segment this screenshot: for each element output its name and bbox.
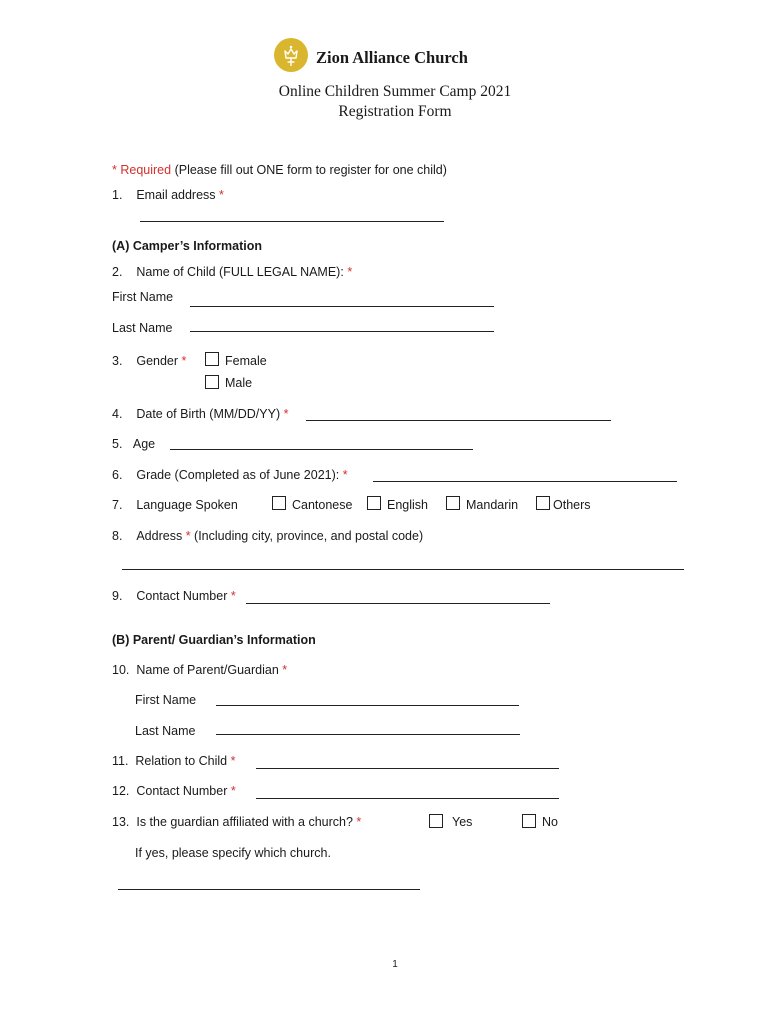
guardian-last-name-field[interactable] [216,734,520,735]
section-b-title: (B) Parent/ Guardian’s Information [112,633,316,647]
child-first-name-label: First Name [112,290,174,304]
relation-field[interactable] [256,768,559,769]
required-star: * [356,815,362,829]
required-note: * Required [112,163,172,177]
required-star: * [347,265,353,279]
gender-male-checkbox[interactable] [205,375,219,389]
language-mandarin-label: Mandarin [466,498,519,512]
child-last-name-field[interactable] [190,331,494,332]
q13-label: Is the guardian affiliated with a church? [136,815,353,829]
required-star: * [181,354,187,368]
q2-number: 2. [112,265,123,279]
q9-label: Contact Number [136,589,228,603]
language-others-checkbox[interactable] [536,496,550,510]
required-star: * [283,407,289,421]
q5-label: Age [132,437,156,451]
page-number: 1 [392,959,398,970]
church-followup-label: If yes, please specify which church. [135,846,331,860]
intro-note: (Please fill out ONE form to register for one child) [174,163,447,177]
church-yes-checkbox[interactable] [429,814,443,828]
q5-number: 5. [112,437,123,451]
required-star: * [219,188,224,202]
q10-number: 10. [112,663,130,677]
q9-label-row [112,590,236,603]
language-mandarin-checkbox[interactable] [446,496,460,510]
q10-label-row [112,664,287,677]
q4-label: Date of Birth (MM/DD/YY) [136,407,281,421]
q1-number: 1. [112,188,123,202]
q7-number: 7. [112,498,123,512]
email-field[interactable] [140,221,444,222]
child-first-name-field[interactable] [190,306,494,307]
q5-label-row [112,438,155,451]
required-star: * [342,468,348,482]
gender-male-label: Male [225,376,253,390]
child-contact-number-field[interactable] [246,603,550,604]
q12-label-row [112,785,236,798]
q8-note: (Including city, province, and postal code) [194,529,424,543]
language-english-checkbox[interactable] [367,496,381,510]
q11-number: 11. [112,754,129,768]
gender-female-checkbox[interactable] [205,352,219,366]
q3-number: 3. [112,354,123,368]
q6-number: 6. [112,468,123,482]
q7-label-row [112,499,238,512]
church-no-label: No [542,815,558,829]
q7-label: Language Spoken [136,498,238,512]
language-english-label: English [387,498,428,512]
q11-label: Relation to Child [135,754,228,768]
grade-field[interactable] [373,481,677,482]
q1-label: Email address [136,188,216,202]
church-logo-icon [274,38,308,72]
q13-number: 13. [112,815,130,829]
q6-label-row [112,469,348,482]
intro-line [112,164,447,177]
church-no-checkbox[interactable] [522,814,536,828]
q9-number: 9. [112,589,123,603]
q1-label-row [112,189,224,202]
q2-label-row [112,266,352,279]
q8-number: 8. [112,529,123,543]
child-last-name-label: Last Name [112,321,173,335]
address-field[interactable] [122,569,684,570]
church-yes-label: Yes [452,815,473,829]
guardian-first-name-field[interactable] [216,705,519,706]
form-subtitle: Registration Form [338,103,452,120]
q2-label: Name of Child (FULL LEGAL NAME): [136,265,344,279]
dob-field[interactable] [306,420,611,421]
q3-label: Gender [136,354,179,368]
q10-label: Name of Parent/Guardian [136,663,279,677]
q8-label: Address [136,529,183,543]
guardian-first-name-label: First Name [135,693,197,707]
required-star: * [230,589,236,603]
q4-number: 4. [112,407,123,421]
q6-label: Grade (Completed as of June 2021): [136,468,340,482]
required-star: * [230,754,236,768]
q12-number: 12. [112,784,130,798]
section-a-title: (A) Camper’s Information [112,239,263,253]
required-star: * [282,663,288,677]
q8-label-row [112,530,423,543]
gender-female-label: Female [225,354,267,368]
form-title: Online Children Summer Camp 2021 [278,83,512,100]
church-name-field[interactable] [118,889,420,890]
language-others-label: Others [553,498,591,512]
org-name: Zion Alliance Church [316,48,468,67]
age-field[interactable] [170,449,473,450]
guardian-contact-number-field[interactable] [256,798,559,799]
required-star: * [185,529,191,543]
q12-label: Contact Number [136,784,228,798]
q11-label-row [112,755,235,768]
q4-label-row [112,408,288,421]
q3-label-row [112,355,186,368]
guardian-last-name-label: Last Name [135,724,196,738]
required-star: * [230,784,236,798]
language-cantonese-label: Cantonese [292,498,353,512]
language-cantonese-checkbox[interactable] [272,496,286,510]
q13-label-row [112,816,361,829]
